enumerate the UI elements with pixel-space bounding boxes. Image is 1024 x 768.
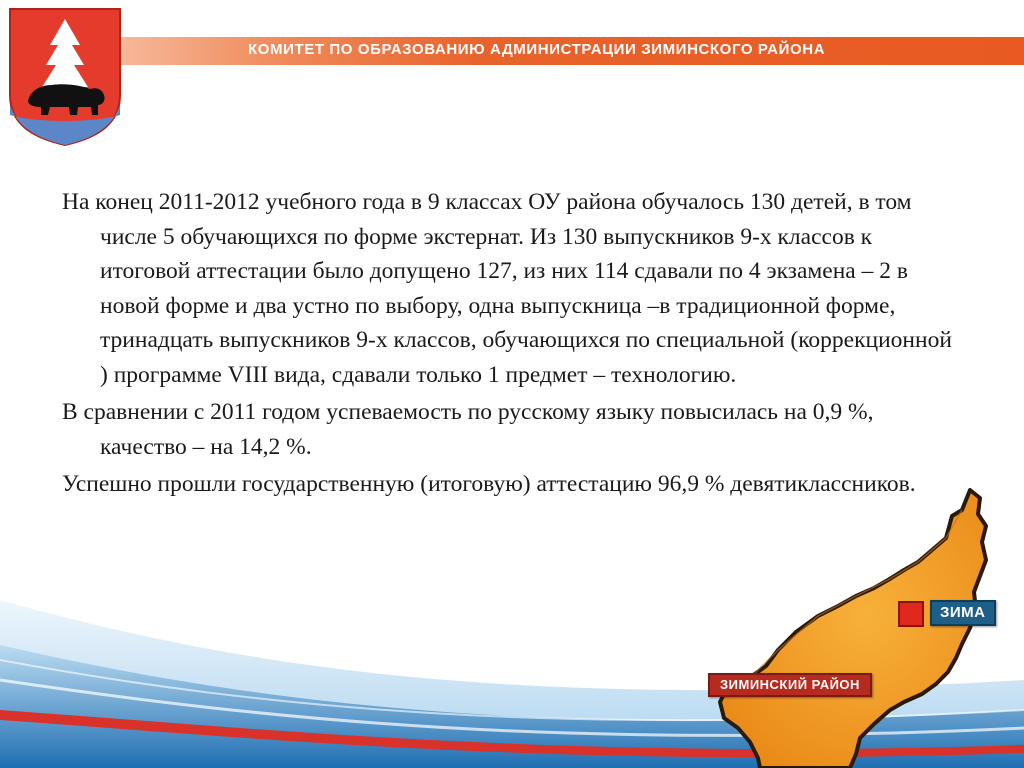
city-label: ЗИМА: [930, 600, 996, 626]
coat-of-arms-icon: [6, 5, 124, 147]
paragraph-3: Успешно прошли государственную (итоговую) аттестацию 96,9 % девятиклассников.: [62, 471, 916, 497]
header-title: КОМИТЕТ ПО ОБРАЗОВАНИЮ АДМИНИСТРАЦИИ ЗИМИНСКОГО РАЙОНА: [248, 41, 826, 58]
paragraph-2: В сравнении с 2011 годом успеваемость по русскому языку повысилась на 0,9 %, качество – на 14,2 %.: [62, 399, 874, 460]
district-label: ЗИМИНСКИЙ РАЙОН: [708, 673, 872, 697]
city-marker: [898, 601, 924, 627]
slide-body: [62, 185, 952, 505]
paragraph-1: На конец 2011-2012 учебного года в 9 классах ОУ района обучалось 130 детей, в том числе 5 обучающихся по форме экстернат. Из 130 выпускников 9-х классов к итоговой аттестации было допущено 127, из них 114 сдавали по 4 экзамена – 2 в новой форме и два устно по выбору, одна выпускница –в традиционной форме, тринадцать выпускников 9-х классов, обучающихся по специальной (коррекционной ) программе VIII вида, сдавали только 1 предмет – технологию.: [62, 189, 952, 388]
